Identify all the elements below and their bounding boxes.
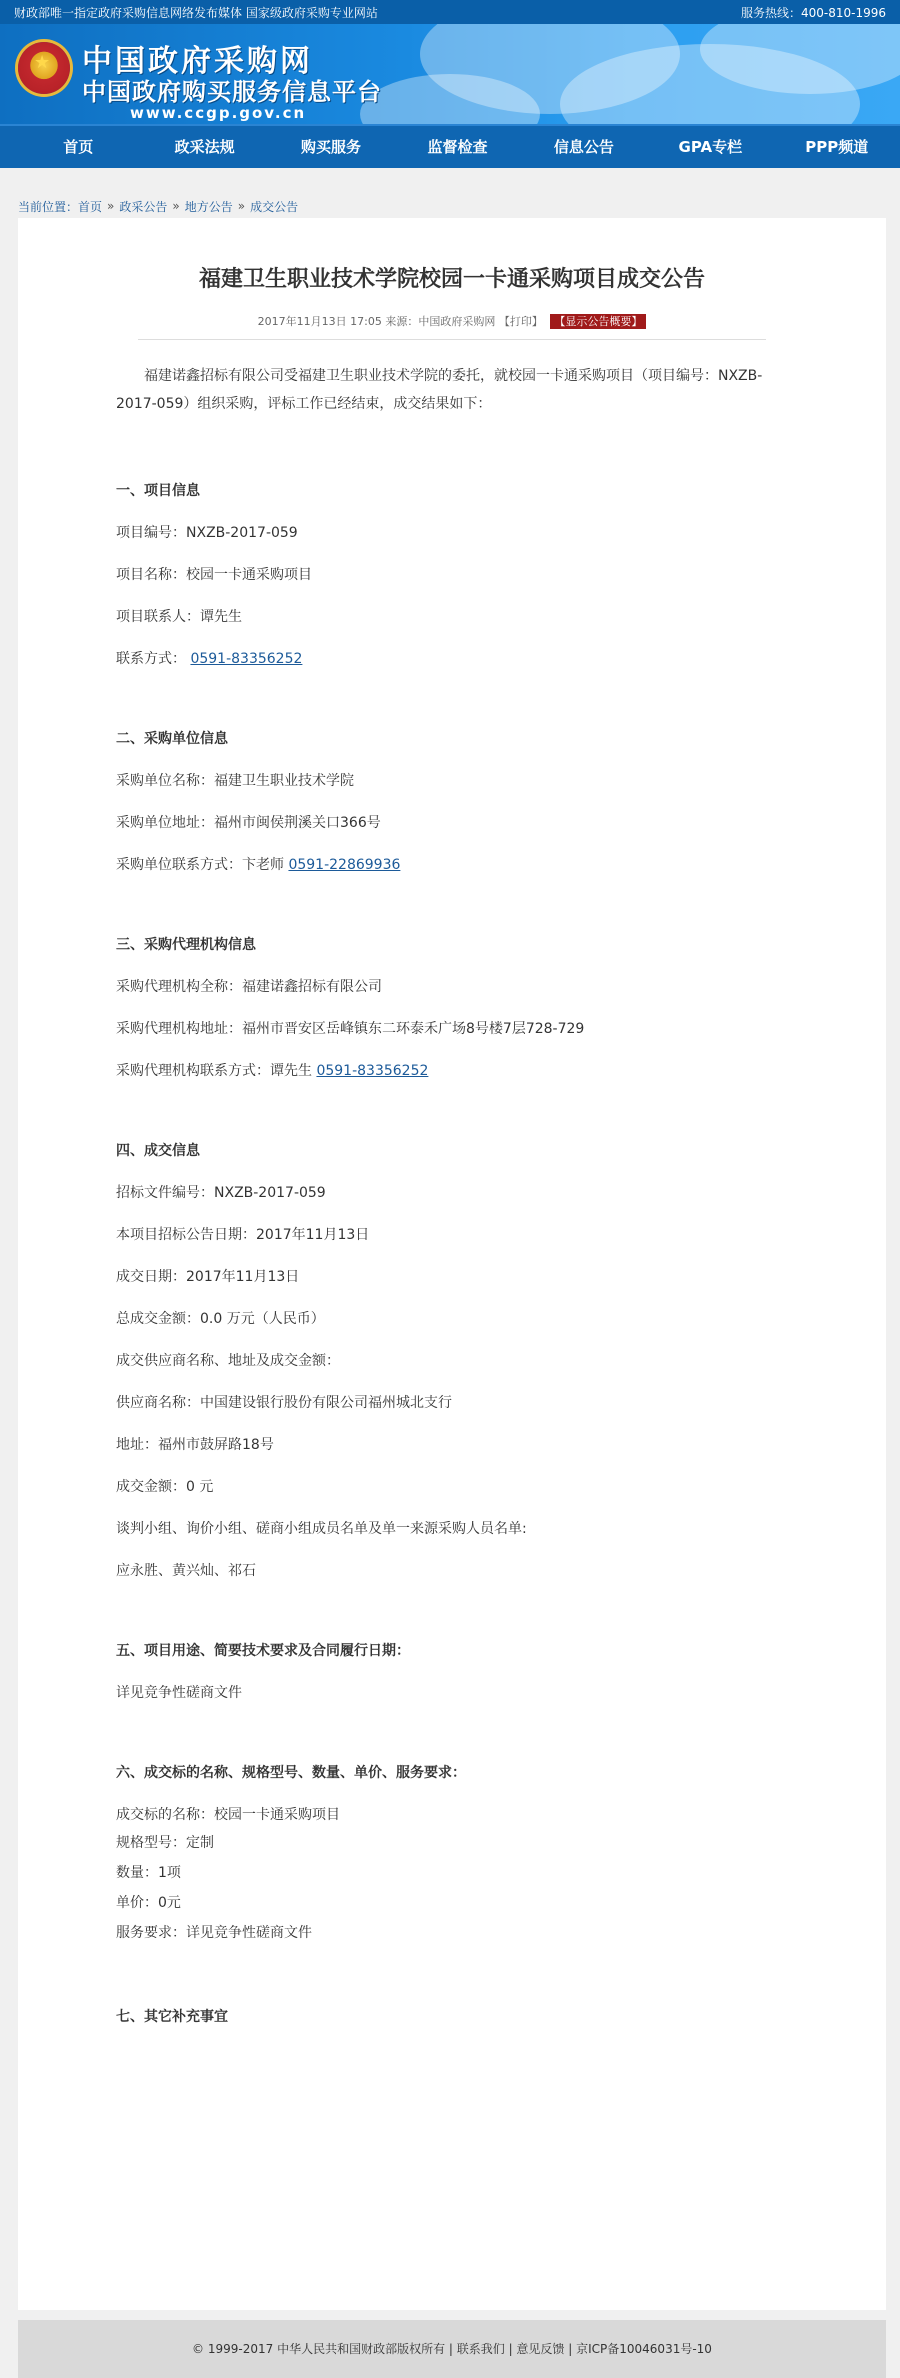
section-heading: 六、成交标的名称、规格型号、数量、单价、服务要求： [116, 1765, 466, 1781]
buyer-address: 采购单位地址：福州市闽侯荆溪关口366号 [116, 815, 381, 831]
section-heading: 五、项目用途、简要技术要求及合同履行日期： [116, 1643, 410, 1659]
nav-supervision[interactable]: 监督检查 [427, 138, 488, 156]
breadcrumb-label: 当前位置： [18, 199, 79, 214]
deal-info-line: 成交日期：2017年11月13日 [116, 1269, 300, 1285]
buyer-contact-label: 采购单位联系方式：卞老师 [116, 857, 284, 873]
nav-regulations[interactable]: 政采法规 [174, 138, 235, 156]
deal-info-line: 成交供应商名称、地址及成交金额： [116, 1353, 340, 1369]
agency-contact-row [116, 1060, 788, 1080]
breadcrumb-home[interactable]: 首页 [78, 199, 103, 214]
deal-info-line: 应永胜、黄兴灿、祁石 [116, 1563, 256, 1579]
section-heading: 七、其它补充事宜 [116, 2009, 228, 2025]
breadcrumb-deal[interactable]: 成交公告 [250, 199, 299, 214]
site-logo-subtitle: 中国政府购买服务信息平台 [82, 78, 382, 106]
agency-name: 采购代理机构全称：福建诺鑫招标有限公司 [116, 979, 382, 995]
project-name: 项目名称：校园一卡通采购项目 [116, 567, 312, 583]
section-heading: 二、采购单位信息 [116, 731, 228, 747]
article-title: 福建卫生职业技术学院校园一卡通采购项目成交公告 [198, 267, 705, 292]
agency-contact-label: 采购代理机构联系方式：谭先生 [116, 1063, 312, 1079]
deal-info-line: 成交金额：0 元 [116, 1479, 214, 1495]
buyer-phone-link[interactable]: 0591-22869936 [288, 857, 401, 873]
page-footer: © 1999-2017 中华人民共和国财政部版权所有 | 联系我们 | 意见反馈 | 京ICP备10046031号-10 [18, 2320, 886, 2378]
print-link[interactable]: 【打印】 [498, 315, 543, 328]
deal-info-line: 谈判小组、询价小组、磋商小组成员名单及单一来源采购人员名单: [116, 1521, 527, 1537]
agency-phone-link[interactable]: 0591-83356252 [316, 1063, 429, 1079]
nav-announcements[interactable]: 信息公告 [553, 138, 614, 156]
agency-address: 采购代理机构地址：福州市晋安区岳峰镇东二环泰禾广场8号楼7层728-729 [116, 1021, 585, 1037]
deal-info-line: 供应商名称：中国建设银行股份有限公司福州城北支行 [116, 1395, 452, 1411]
article-date: 2017年11月13日 17:05 [257, 315, 382, 328]
deal-info-line: 招标文件编号：NXZB-2017-059 [116, 1185, 326, 1201]
breadcrumb-separator: » [172, 199, 180, 213]
nav-purchase-services[interactable]: 购买服务 [301, 138, 362, 156]
article-meta [138, 313, 766, 340]
article-panel [18, 218, 886, 2310]
project-contact: 项目联系人：谭先生 [116, 609, 242, 625]
site-banner [0, 24, 900, 124]
deal-info-line: 总成交金额：0.0 万元（人民币） [116, 1311, 325, 1327]
article-source: 来源：中国政府采购网 [385, 315, 496, 328]
section-heading: 一、项目信息 [116, 483, 200, 499]
breadcrumb-gov-procurement[interactable]: 政采公告 [119, 199, 168, 214]
article-body [18, 362, 886, 2026]
subject-line: 规格型号：定制 [116, 1835, 214, 1851]
subject-line: 服务要求：详见竞争性磋商文件 [116, 1925, 312, 1941]
site-logo-title[interactable]: 中国政府采购网 [82, 44, 313, 79]
breadcrumb-separator: » [107, 199, 115, 213]
article-intro: 福建诺鑫招标有限公司受福建卫生职业技术学院的委托，就校园一卡通采购项目（项目编号：NXZB-2017-059）组织采购，评标工作已经结束，成交结果如下： [116, 368, 763, 412]
breadcrumb-local[interactable]: 地方公告 [184, 199, 233, 214]
main-nav [0, 124, 900, 168]
national-emblem-icon: ★ [18, 42, 70, 94]
subject-line: 数量：1项 [116, 1865, 181, 1881]
show-summary-button[interactable]: 【显示公告概要】 [550, 314, 646, 329]
usage-text: 详见竞争性磋商文件 [116, 1685, 242, 1701]
site-logo-url: www.ccgp.gov.cn [130, 104, 307, 122]
buyer-name: 采购单位名称：福建卫生职业技术学院 [116, 773, 354, 789]
nav-gpa[interactable]: GPA专栏 [678, 138, 743, 156]
project-code: 项目编号：NXZB-2017-059 [116, 525, 298, 541]
project-phone-row [116, 648, 788, 668]
section-heading: 四、成交信息 [116, 1143, 200, 1159]
project-phone-label: 联系方式： [116, 651, 186, 667]
deal-info-line: 地址：福州市鼓屏路18号 [116, 1437, 274, 1453]
top-bar [0, 0, 900, 24]
nav-home[interactable]: 首页 [63, 138, 94, 156]
project-phone-link[interactable]: 0591-83356252 [190, 651, 303, 667]
service-hotline: 服务热线：400-810-1996 [740, 5, 886, 20]
top-bar-tagline: 财政部唯一指定政府采购信息网络发布媒体 国家级政府采购专业网站 [14, 5, 378, 20]
deal-info-line: 本项目招标公告日期：2017年11月13日 [116, 1227, 370, 1243]
breadcrumb-separator: » [237, 199, 246, 213]
subject-line: 成交标的名称：校园一卡通采购项目 [116, 1807, 340, 1823]
subject-line: 单价：0元 [116, 1895, 181, 1911]
buyer-contact-row [116, 854, 788, 874]
nav-ppp[interactable]: PPP频道 [805, 138, 869, 156]
section-heading: 三、采购代理机构信息 [116, 937, 256, 953]
